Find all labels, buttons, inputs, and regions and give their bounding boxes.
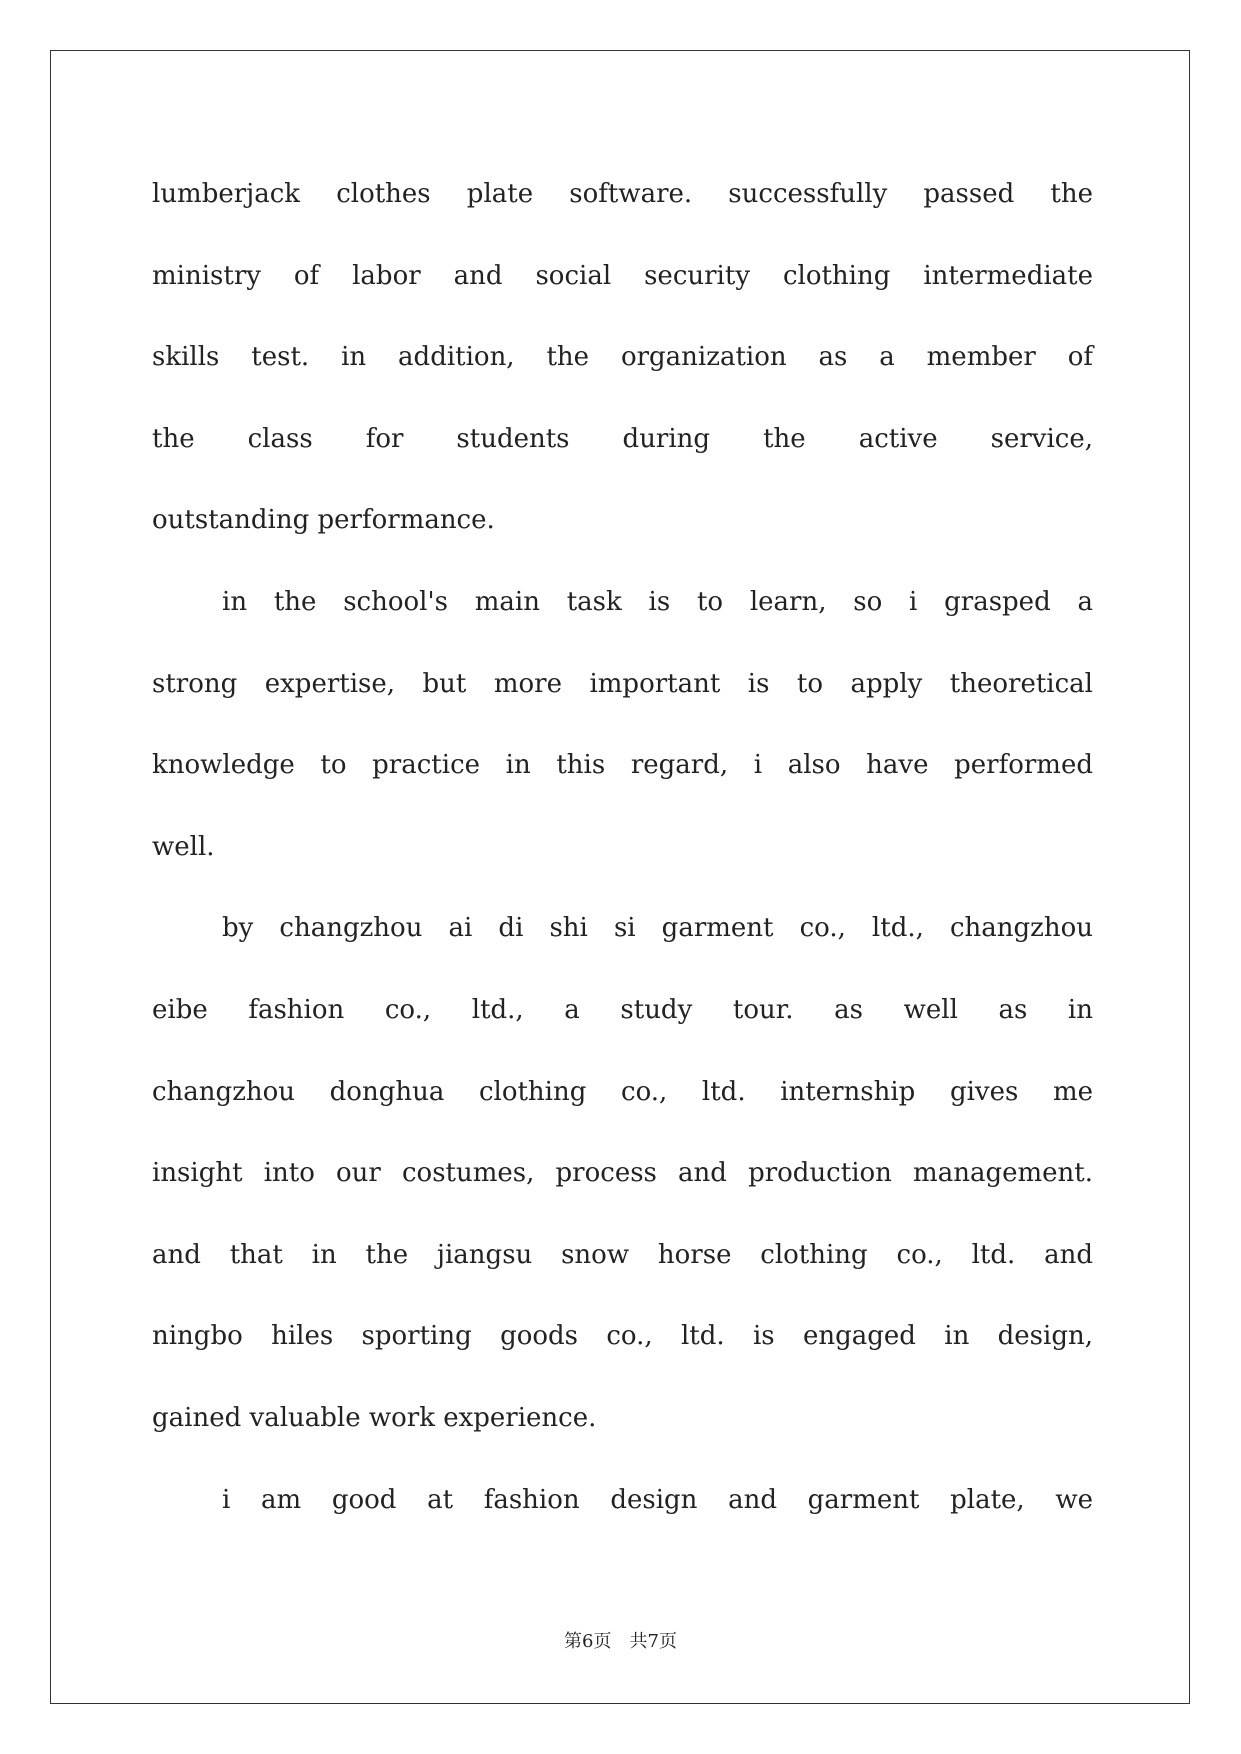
page-footer — [0, 1627, 1241, 1653]
text-line: insight into our costumes, process and production management. — [152, 1158, 1093, 1189]
text-line: skills test. in addition, the organization as a member of — [152, 342, 1093, 373]
text-line: knowledge to practice in this regard, i also have performed — [152, 750, 1093, 781]
text-line: well. — [152, 831, 215, 862]
text-line: eibe fashion co., ltd., a study tour. as well as in — [152, 994, 1093, 1025]
text-line: strong expertise, but more important is to apply theoretical — [152, 668, 1093, 699]
text-line: the class for students during the active service, — [152, 423, 1093, 454]
text-line: and that in the jiangsu snow horse clothing co., ltd. and — [152, 1239, 1093, 1270]
page-total: 共7页 — [629, 1631, 677, 1652]
text-line: lumberjack clothes plate software. successfully passed the — [152, 179, 1093, 209]
document-body — [152, 160, 1093, 1547]
text-line: in the school's main task is to learn, so i grasped a — [222, 586, 1093, 617]
text-line: changzhou donghua clothing co., ltd. internship gives me — [152, 1076, 1093, 1107]
page-number: 第6页 — [564, 1631, 612, 1652]
text-line: gained valuable work experience. — [152, 1402, 597, 1433]
text-line: ministry of labor and social security clothing intermediate — [152, 260, 1093, 291]
text-line: by changzhou ai di shi si garment co., ltd., changzhou — [222, 913, 1093, 944]
text-line: i am good at fashion design and garment plate, we — [222, 1484, 1093, 1515]
text-line: outstanding performance. — [152, 505, 495, 536]
text-line: ningbo hiles sporting goods co., ltd. is engaged in design, — [152, 1321, 1093, 1352]
